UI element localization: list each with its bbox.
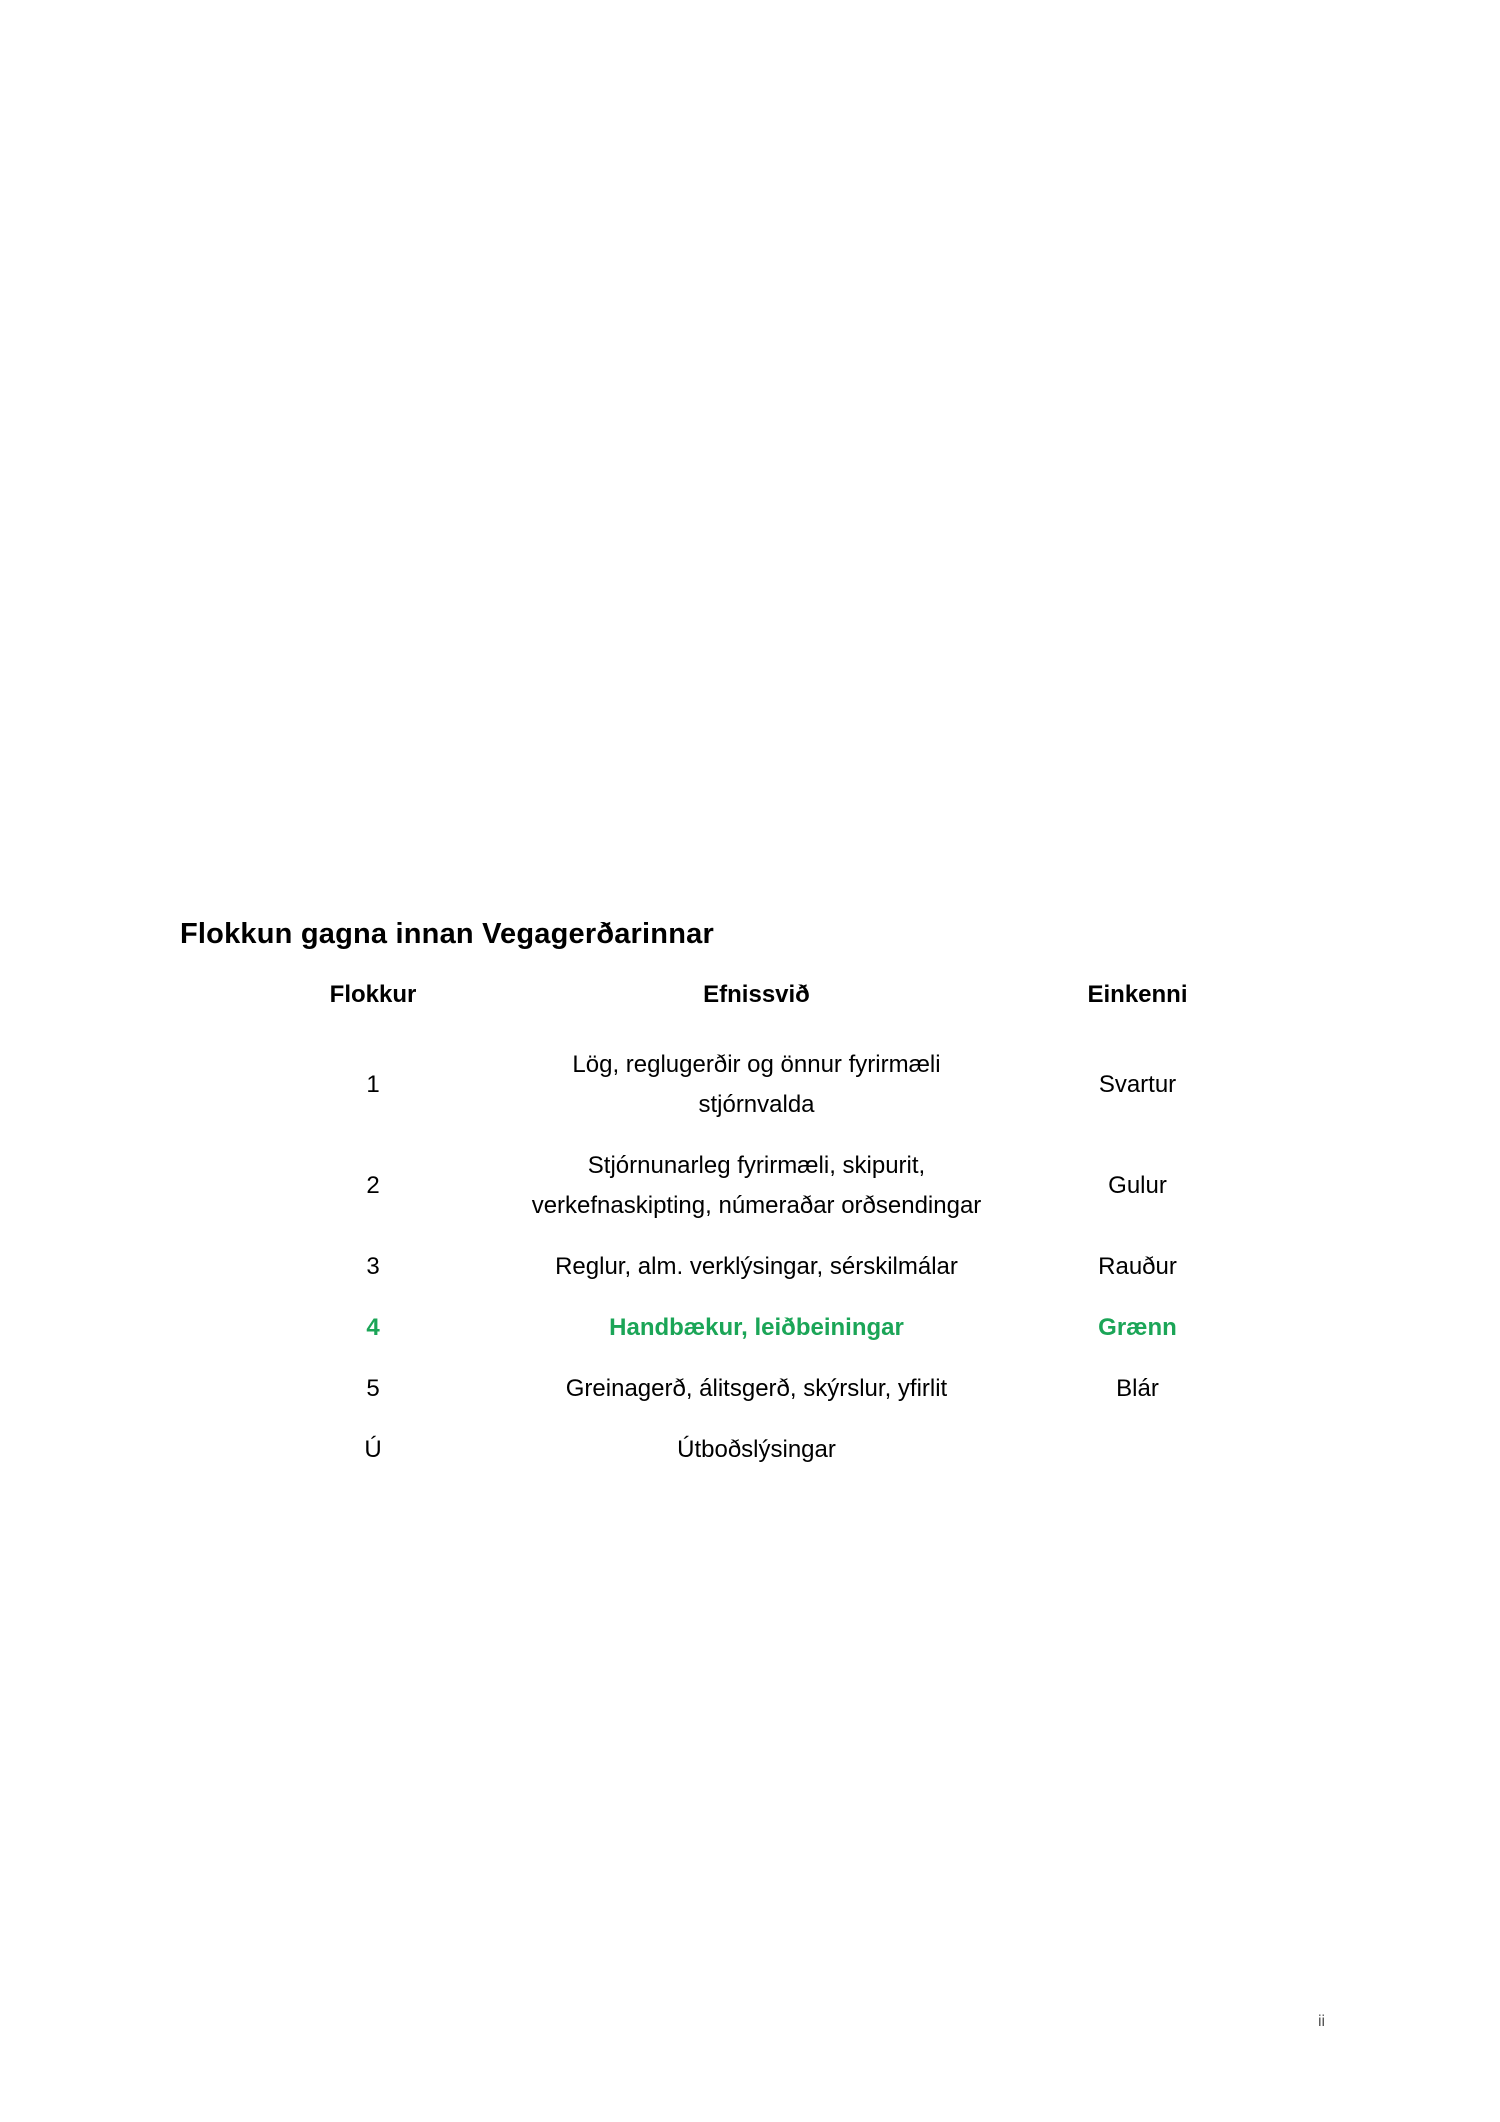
table-row <box>258 1420 1250 1481</box>
table-row <box>258 1359 1250 1420</box>
cell-einkenni: Blár <box>1116 1375 1159 1402</box>
cell-efnissvid: Reglur, alm. verklýsingar, sérskilmálar <box>555 1253 958 1280</box>
table-row <box>258 1136 1250 1237</box>
column-header-efnissvid: Efnissvið <box>703 981 810 1008</box>
cell-efnissvid: Stjórnunarleg fyrirmæli, skipurit, verkefnaskipting, númeraðar orðsendingar <box>531 1152 982 1219</box>
cell-einkenni: Rauður <box>1098 1253 1177 1280</box>
cell-flokkur: 1 <box>366 1071 380 1098</box>
cell-flokkur: 5 <box>366 1375 380 1402</box>
cell-einkenni <box>1025 1420 1250 1481</box>
cell-einkenni: Svartur <box>1098 1071 1177 1098</box>
cell-flokkur: 3 <box>366 1253 380 1280</box>
cell-flokkur: 2 <box>366 1172 380 1199</box>
table-row-highlighted <box>258 1298 1250 1359</box>
cell-einkenni: Grænn <box>1098 1314 1177 1341</box>
cell-efnissvid: Handbækur, leiðbeiningar <box>609 1314 904 1341</box>
cell-flokkur: 4 <box>366 1314 380 1341</box>
table-row <box>258 1035 1250 1136</box>
classification-table <box>258 975 1250 1481</box>
table-row <box>258 1237 1250 1298</box>
cell-efnissvid: Útboðslýsingar <box>677 1436 836 1463</box>
cell-flokkur: Ú <box>364 1436 382 1463</box>
cell-efnissvid: Greinagerð, álitsgerð, skýrslur, yfirlit <box>565 1375 948 1402</box>
column-header-flokkur: Flokkur <box>329 981 417 1008</box>
page-number: ii <box>1318 2013 1326 2030</box>
page-title: Flokkun gagna innan Vegagerðarinnar <box>180 918 714 950</box>
column-header-einkenni: Einkenni <box>1087 981 1188 1008</box>
table-header-row <box>258 975 1250 1035</box>
cell-einkenni: Gulur <box>1108 1172 1167 1199</box>
cell-efnissvid: Lög, reglugerðir og önnur fyrirmæli stjórnvalda <box>572 1051 941 1118</box>
